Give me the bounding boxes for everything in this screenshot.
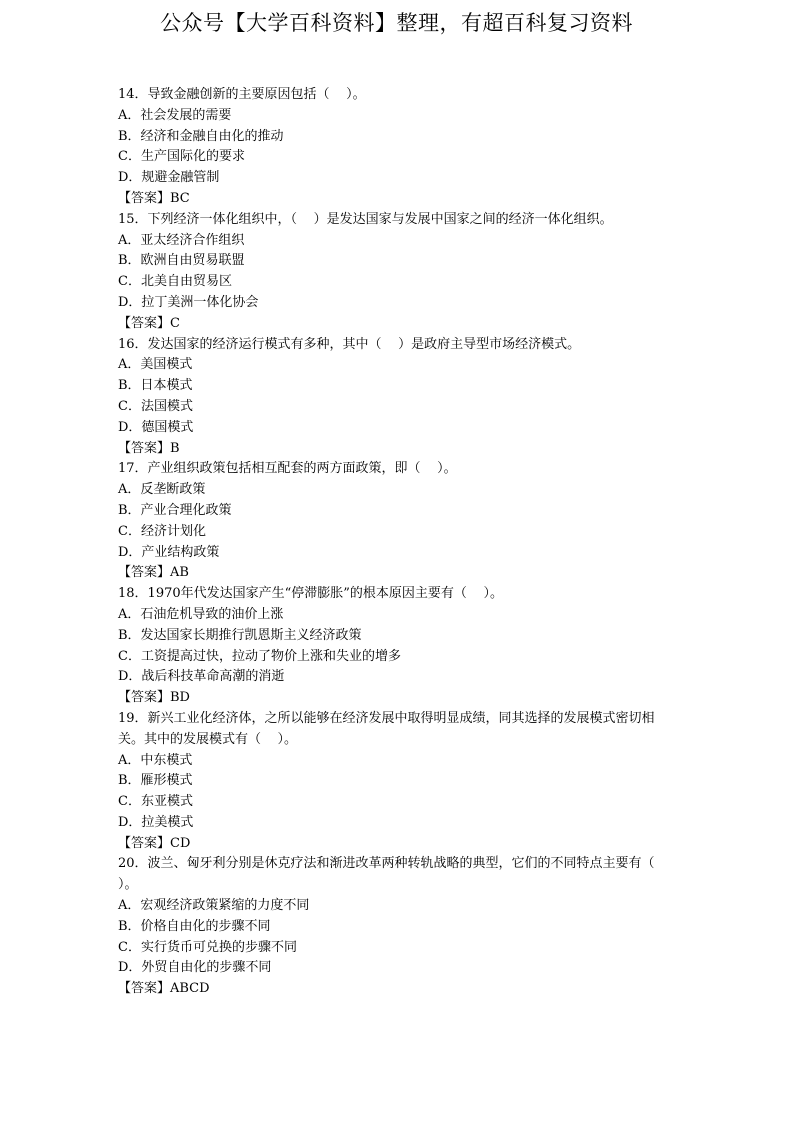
question-stem: 14．导致金融创新的主要原因包括（ ）。 xyxy=(118,87,366,102)
option-b: B．经济和金融自由化的推动 xyxy=(118,128,284,144)
question-18 xyxy=(118,584,678,709)
question-stem: 20．波兰、匈牙利分别是休克疗法和渐进改革两种转轨战略的典型，它们的不同特点主要有（ ）。 xyxy=(118,856,672,893)
option-d: D．拉美模式 xyxy=(118,814,194,830)
question-list xyxy=(118,85,678,1000)
option-c: C．东亚模式 xyxy=(118,794,193,810)
option-b: B．日本模式 xyxy=(118,378,193,394)
option-a: A．美国模式 xyxy=(118,357,193,373)
option-a: A．中东模式 xyxy=(118,752,193,768)
answer: 【答案】B xyxy=(118,440,180,456)
question-stem: 16．发达国家的经济运行模式有多种，其中（ ）是政府主导型市场经济模式。 xyxy=(118,336,581,352)
question-17 xyxy=(118,459,678,584)
answer: 【答案】C xyxy=(118,315,180,331)
option-d: D．产业结构政策 xyxy=(118,544,220,560)
option-a: A．宏观经济政策紧缩的力度不同 xyxy=(118,898,310,914)
option-b: B．价格自由化的步骤不同 xyxy=(118,918,271,934)
answer: 【答案】ABCD xyxy=(118,981,210,997)
answer: 【答案】CD xyxy=(118,835,191,851)
question-stem: 19．新兴工业化经济体，之所以能够在经济发展中取得明显成绩，同其选择的发展模式密切相关。其中的发展模式有（ ）。 xyxy=(118,710,655,747)
option-a: A．反垄断政策 xyxy=(118,482,206,498)
question-16 xyxy=(118,335,678,460)
page-header-title: 公众号【大学百科资料】整理，有超百科复习资料 xyxy=(160,11,633,35)
option-c: C．经济计划化 xyxy=(118,523,206,539)
answer: 【答案】BD xyxy=(118,690,190,706)
option-b: B．欧洲自由贸易联盟 xyxy=(118,253,245,269)
question-stem: 18．1970年代发达国家产生“停滞膨胀”的根本原因主要有（ ）。 xyxy=(118,586,503,602)
option-c: C．北美自由贸易区 xyxy=(118,274,232,290)
option-a: A．社会发展的需要 xyxy=(118,107,232,123)
option-b: B．雁形模式 xyxy=(118,773,193,789)
option-b: B．产业合理化政策 xyxy=(118,502,232,518)
option-d: D．外贸自由化的步骤不同 xyxy=(118,960,272,976)
option-d: D．拉丁美洲一体化协会 xyxy=(118,294,259,310)
option-d: D．德国模式 xyxy=(118,419,194,435)
question-20 xyxy=(118,854,678,1000)
answer: 【答案】BC xyxy=(118,190,190,206)
option-a: A．亚太经济合作组织 xyxy=(118,232,245,248)
question-19 xyxy=(118,709,678,855)
option-d: D．战后科技革命高潮的消逝 xyxy=(118,669,285,685)
option-b: B．发达国家长期推行凯恩斯主义经济政策 xyxy=(118,627,362,643)
question-14 xyxy=(118,85,678,210)
option-c: C．法国模式 xyxy=(118,398,193,414)
answer: 【答案】AB xyxy=(118,565,189,581)
option-a: A．石油危机导致的油价上涨 xyxy=(118,606,284,622)
question-stem: 17．产业组织政策包括相互配套的两方面政策，即（ ）。 xyxy=(118,461,457,477)
option-d: D．规避金融管制 xyxy=(118,170,220,186)
option-c: C．生产国际化的要求 xyxy=(118,149,245,165)
question-stem: 15．下列经济一体化组织中，（ ）是发达国家与发展中国家之间的经济一体化组织。 xyxy=(118,211,613,227)
option-c: C．实行货币可兑换的步骤不同 xyxy=(118,939,297,955)
option-c: C．工资提高过快，拉动了物价上涨和失业的增多 xyxy=(118,648,401,664)
question-15 xyxy=(118,210,678,335)
